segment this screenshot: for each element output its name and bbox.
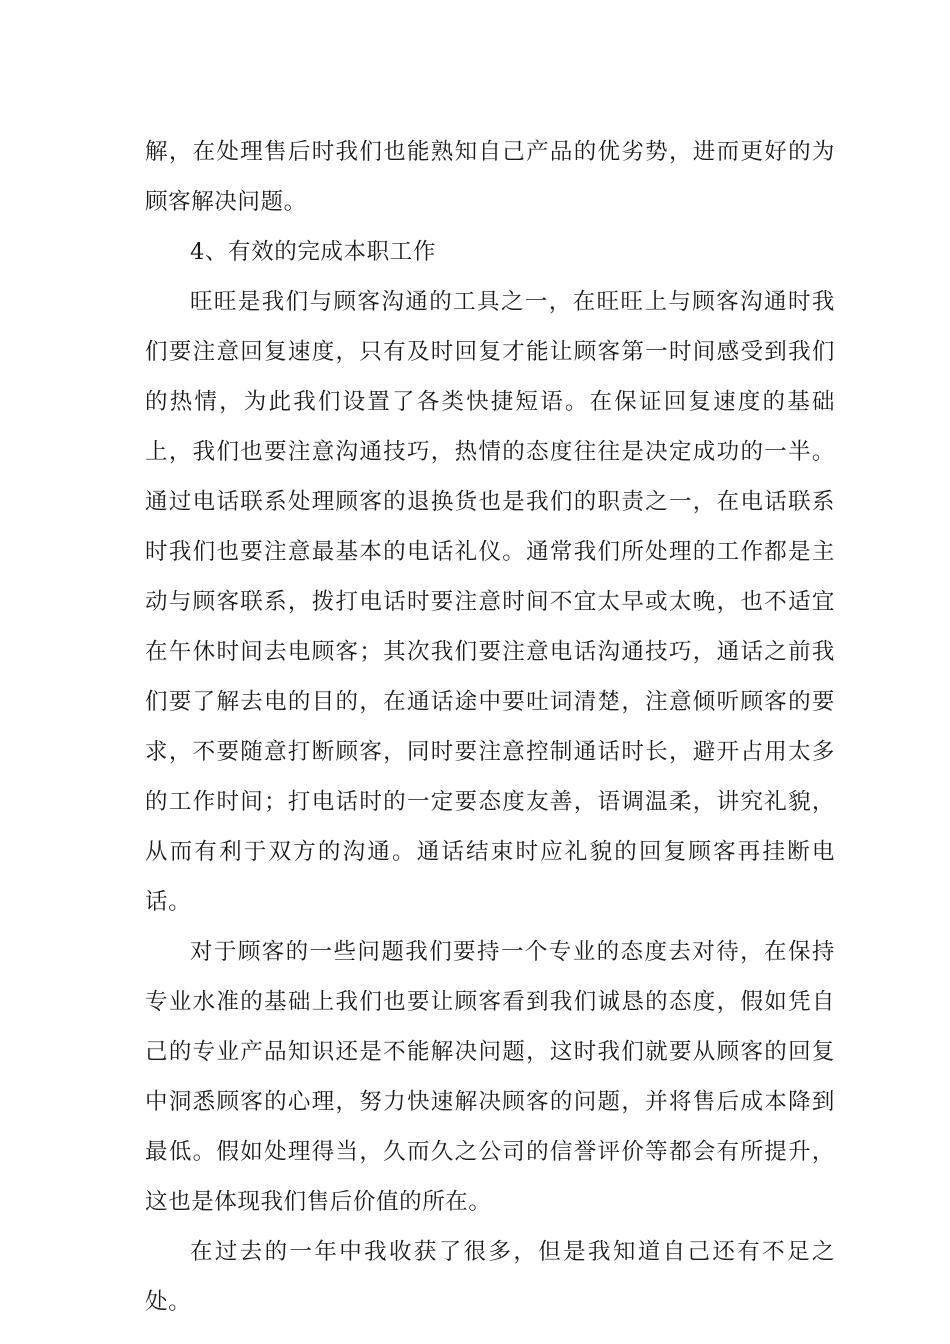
document-body	[145, 127, 835, 1327]
paragraph-continuation: 解，在处理售后时我们也能熟知自己产品的优劣势，进而更好的为顾客解决问题。	[145, 139, 835, 215]
section-heading: 4、有效的完成本职工作	[190, 239, 436, 265]
paragraph-communication: 旺旺是我们与顾客沟通的工具之一，在旺旺上与顾客沟通时我们要注意回复速度，只有及时回复才能让顾客第一时间感受到我们的热情，为此我们设置了各类快捷短语。在保证回复速度的基础上，我们也要注意沟通技巧，热情的态度往往是决定成功的一半。通过电话联系处理顾客的退换货也是我们的职责之一，在电话联系时我们也要注意最基本的电话礼仪。通常我们所处理的工作都是主动与顾客联系，拨打电话时要注意时间不宜太早或太晚，也不适宜在午休时间去电顾客；其次我们要注意电话沟通技巧，通话之前我们要了解去电的目的，在通话途中要吐词清楚，注意倾听顾客的要求，不要随意打断顾客，同时要注意控制通话时长，避开占用太多的工作时间；打电话时的一定要态度友善，语调温柔，讲究礼貌，从而有利于双方的沟通。通话结束时应礼貌的回复顾客再挂断电话。	[145, 289, 835, 915]
paragraph-professional-attitude: 对于顾客的一些问题我们要持一个专业的态度去对待，在保持专业水准的基础上我们也要让顾客看到我们诚恳的态度，假如凭自己的专业产品知识还是不能解决问题，这时我们就要从顾客的回复中洞悉顾客的心理，努力快速解决顾客的问题，并将售后成本降到最低。假如处理得当，久而久之公司的信誉评价等都会有所提升，这也是体现我们售后价值的所在。	[145, 939, 835, 1215]
paragraph-summary: 在过去的一年中我收获了很多，但是我知道自己还有不足之处。	[145, 1239, 835, 1315]
